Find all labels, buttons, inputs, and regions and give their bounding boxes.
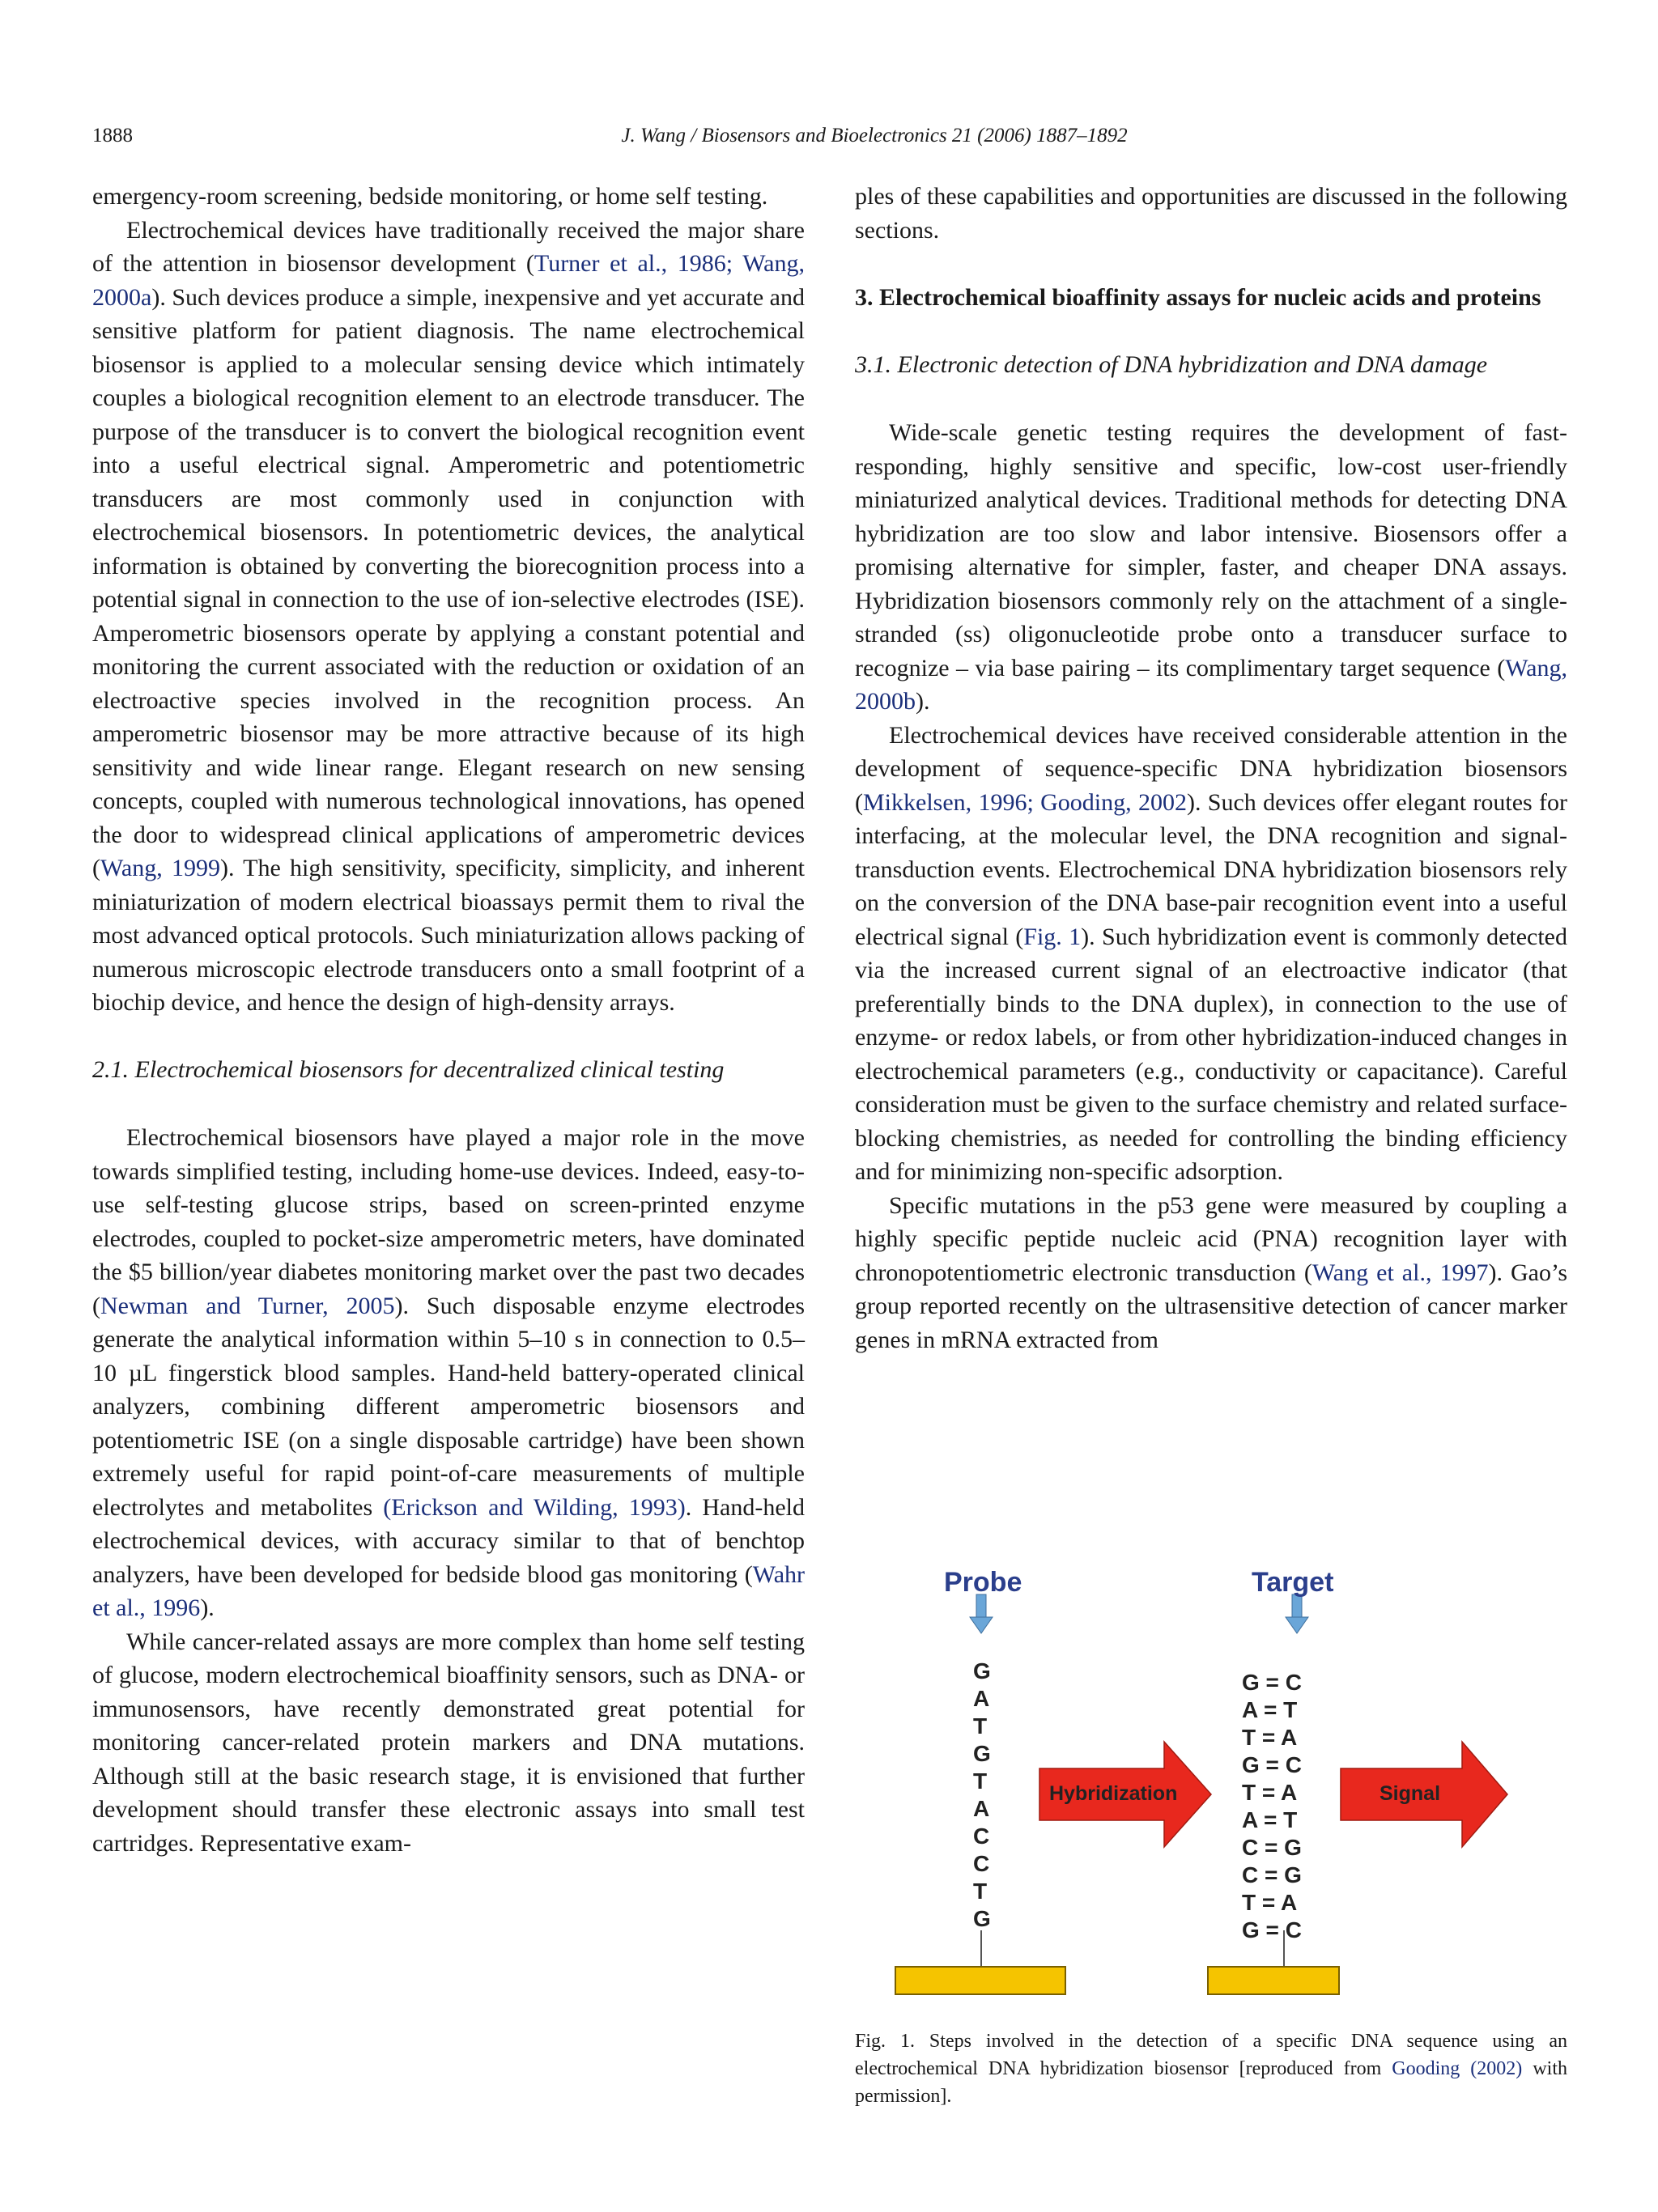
signal-label: Signal	[1380, 1782, 1441, 1805]
paragraph: Electrochemical devices have received considerable attention in the development of sequence-specific DNA hybridization biosensors (Mikkelsen, 1996; Gooding, 2002). Such devices offer elegant routes for interfacing, at the molecular level, the DNA recognition and signal-transduction events. Electrochemical DNA hybridization biosensors rely on the conversion of the DNA base-pair recognition event into a useful electrical signal (Fig. 1). Such hybridization event is commonly detected via the increased current signal of an electroactive indicator (that preferentially binds to the DNA duplex), in connection to the use of enzyme- or redox labels, or from other hybridization-induced changes in electrochemical parameters (e.g., conductivity or capacitance). Careful consideration must be given to the surface chemistry and related surface-blocking chemistries, as needed for controlling the binding efficiency and for minimizing non-specific adsorption.	[855, 721, 1567, 1185]
electrode-icon	[895, 1967, 1065, 1994]
subsection-heading: 2.1. Electrochemical biosensors for decentralized clinical testing	[92, 1055, 725, 1083]
citation-link[interactable]: Wang, 2000b	[855, 654, 1567, 715]
citation-link[interactable]: Wahr et al., 1996	[92, 1560, 805, 1621]
right-column	[855, 180, 1567, 1356]
running-head: J. Wang / Biosensors and Bioelectronics 21 (2006) 1887–1892	[621, 125, 1128, 146]
electrode-icon	[1208, 1967, 1339, 1994]
target-label: Target	[1252, 1567, 1334, 1598]
left-column	[92, 180, 805, 1860]
section-heading: 3. Electrochemical bioaffinity assays for nucleic acids and proteins	[855, 284, 1541, 311]
paragraph: emergency-room screening, bedside monitoring, or home self testing.	[92, 183, 768, 210]
figure-1	[855, 1530, 1567, 1999]
down-arrow-icon	[1286, 1594, 1308, 1633]
paragraph: Wide-scale genetic testing requires the development of fast-responding, highly sensitive and specific, low-cost user-friendly miniaturized analytical devices. Traditional methods for detecting DNA hybridization are too slow and labor intensive. Biosensors offer a promising alternative for simpler, faster, and cheaper DNA assays. Hybridization biosensors commonly rely on the attachment of a single-stranded (ss) oligonucleotide probe onto a transducer surface to recognize – via base pairing – its complimentary target sequence (Wang, 2000b).	[855, 419, 1567, 715]
figure-caption: Fig. 1. Steps involved in the detection of a specific DNA sequence using an electrochemical DNA hybridization biosensor [reproduced from Gooding (2002) with permission].	[855, 2031, 1567, 2107]
paragraph: While cancer-related assays are more complex than home self testing of glucose, modern electrochemical bioaffinity sensors, such as DNA- or immunosensors, have recently demonstrated great potential for monitoring cancer-related protein markers and DNA mutations. Although still at the basic research stage, it is envisioned that further development should transfer these electronic assays into small test cartridges. Representative exam-	[92, 1628, 805, 1857]
figure-graphics	[855, 1530, 1567, 1999]
citation-link[interactable]: Fig. 1	[1023, 923, 1082, 950]
citation-link[interactable]: Mikkelsen, 1996; Gooding, 2002	[863, 788, 1187, 816]
paragraph: Specific mutations in the p53 gene were measured by coupling a highly specific peptide nucleic acid (PNA) recognition layer with chronopotentiometric electronic transduction (Wang et al., 1997). Gao’s group reported recently on the ultrasensitive detection of cancer marker genes in mRNA extracted from	[855, 1191, 1567, 1353]
duplex-sequence: G = C A = T T = A G = C T = A A = T C = G C = G T = A G = C	[1242, 1670, 1302, 1942]
probe-sequence: G A T G T A C C T G	[973, 1658, 991, 1931]
citation-link[interactable]: (Erickson and Wilding, 1993)	[383, 1493, 686, 1521]
citation-link[interactable]: Wang et al., 1997	[1312, 1259, 1489, 1286]
paragraph: ples of these capabilities and opportunities are discussed in the following sections.	[855, 183, 1567, 244]
subsection-heading: 3.1. Electronic detection of DNA hybridization and DNA damage	[855, 350, 1488, 378]
citation-link[interactable]: Newman and Turner, 2005	[100, 1292, 395, 1319]
hybridization-label: Hybridization	[1049, 1782, 1178, 1805]
page-number: 1888	[92, 125, 133, 146]
citation-link[interactable]: Gooding (2002)	[1392, 2058, 1523, 2079]
paragraph: Electrochemical biosensors have played a major role in the move towards simplified testing, including home-use devices. Indeed, easy-to-use self-testing glucose strips, based on screen-printed enzyme electrodes, coupled to pocket-size amperometric meters, have dominated the $5 billion/year diabetes monitoring market over the past two decades (Newman and Turner, 2005). Such disposable enzyme electrodes generate the analytical information within 5–10 s in connection to 0.5–10 µL fingerstick blood samples. Hand-held battery-operated clinical analyzers, combining different amperometric biosensors and potentiometric ISE (on a single disposable cartridge) have been shown extremely useful for rapid point-of-care measurements of multiple electrolytes and metabolites (Erickson and Wilding, 1993). Hand-held electrochemical devices, with accuracy similar to that of benchtop analyzers, have been developed for bedside blood gas monitoring (Wahr et al., 1996).	[92, 1124, 805, 1621]
down-arrow-icon	[970, 1594, 993, 1633]
citation-link[interactable]: Wang, 1999	[100, 855, 220, 881]
citation-link[interactable]: Turner et al., 1986; Wang, 2000a	[92, 250, 805, 311]
paragraph: Electrochemical devices have traditionally received the major share of the attention in biosensor development (Turner et al., 1986; Wang, 2000a). Such devices produce a simple, inexpensive and yet accurate and sensitive platform for patient diagnosis. The name electrochemical biosensor is applied to a molecular sensing device which intimately couples a biological recognition element to an electrode transducer. The purpose of the transducer is to convert the biological recognition event into a useful electrical signal. Amperometric and potentiometric transducers are most commonly used in conjunction with electrochemical biosensors. In potentiometric devices, the analytical information is obtained by converting the biorecognition process into a potential signal in connection to the use of ion-selective electrodes (ISE). Amperometric biosensors operate by applying a constant potential and monitoring the current associated with the reduction or oxidation of an electroactive species involved in the recognition process. An amperometric biosensor may be more attractive because of its high sensitivity and wide linear range. Elegant research on new sensing concepts, coupled with numerous technological innovations, has opened the door to widespread clinical applications of amperometric devices (Wang, 1999). The high sensitivity, specificity, simplicity, and inherent miniaturization of modern electrical bioassays permit them to rival the most advanced optical protocols. Such miniaturization allows packing of numerous microscopic electrode transducers onto a small footprint of a biochip device, and hence the design of high-density arrays.	[92, 216, 805, 1016]
probe-label: Probe	[944, 1567, 1022, 1598]
